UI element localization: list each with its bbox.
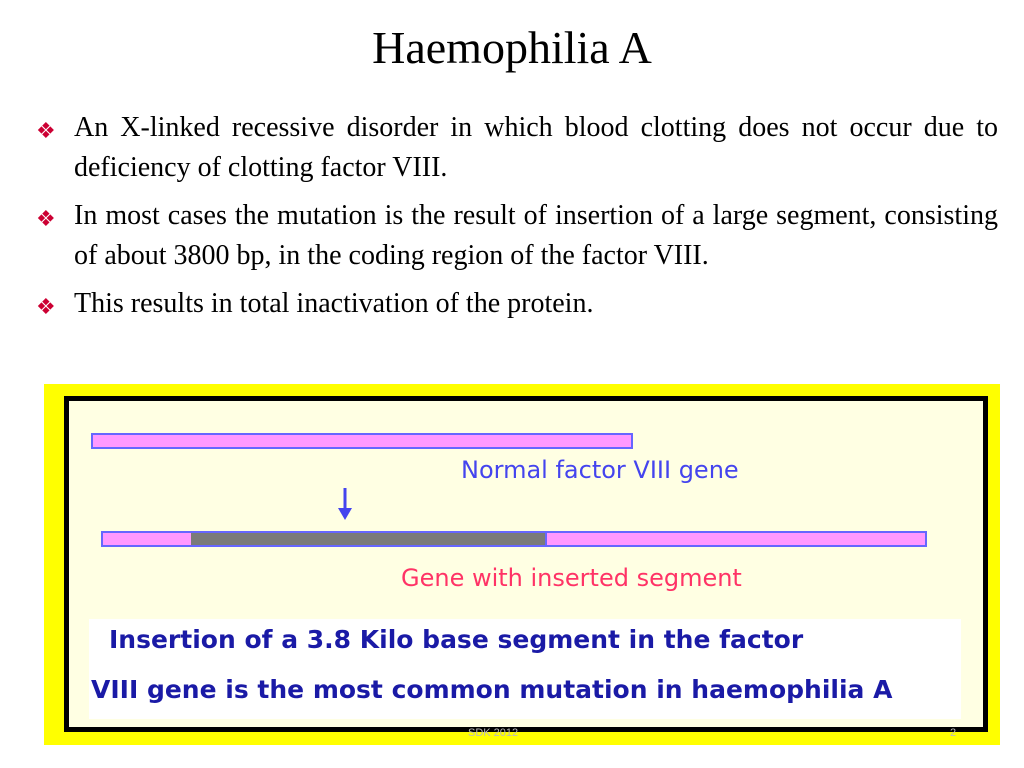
bullet-item bbox=[36, 196, 998, 276]
footer-text: SDK 2012 bbox=[468, 727, 519, 739]
bullet-text: This results in total inactivation of the protein. bbox=[74, 288, 594, 319]
inserted-segment-bar bbox=[191, 531, 545, 547]
slide-title: Haemophilia A bbox=[372, 22, 652, 73]
figure-caption-box bbox=[89, 619, 961, 719]
caption-line-1: Insertion of a 3.8 Kilo base segment in the factor bbox=[109, 625, 804, 654]
inserted-gene-label: Gene with inserted segment bbox=[401, 564, 742, 592]
caption-line-2: VIII gene is the most common mutation in haemophilia A bbox=[91, 675, 893, 704]
normal-gene-label: Normal factor VIII gene bbox=[461, 456, 739, 484]
mutant-gene-left-segment bbox=[101, 531, 193, 547]
diamond-bullet-icon: ❖ bbox=[36, 295, 56, 320]
gene-diagram-frame bbox=[44, 384, 1000, 745]
page-number: 2 bbox=[950, 727, 957, 739]
insertion-point-arrow-icon bbox=[335, 486, 355, 526]
bullet-list bbox=[36, 108, 998, 332]
bullet-item bbox=[36, 284, 998, 324]
mutant-gene-right-segment bbox=[545, 531, 927, 547]
bullet-item bbox=[36, 108, 998, 188]
normal-gene-bar bbox=[91, 433, 633, 449]
bullet-text: An X-linked recessive disorder in which blood clotting does not occur due to deficiency of clotting factor VIII. bbox=[74, 112, 998, 183]
gene-diagram-panel bbox=[64, 396, 988, 732]
diamond-bullet-icon: ❖ bbox=[36, 207, 56, 232]
bullet-text: In most cases the mutation is the result of insertion of a large segment, consisting of about 3800 bp, in the coding region of the factor VIII. bbox=[74, 200, 998, 271]
diamond-bullet-icon: ❖ bbox=[36, 119, 56, 144]
